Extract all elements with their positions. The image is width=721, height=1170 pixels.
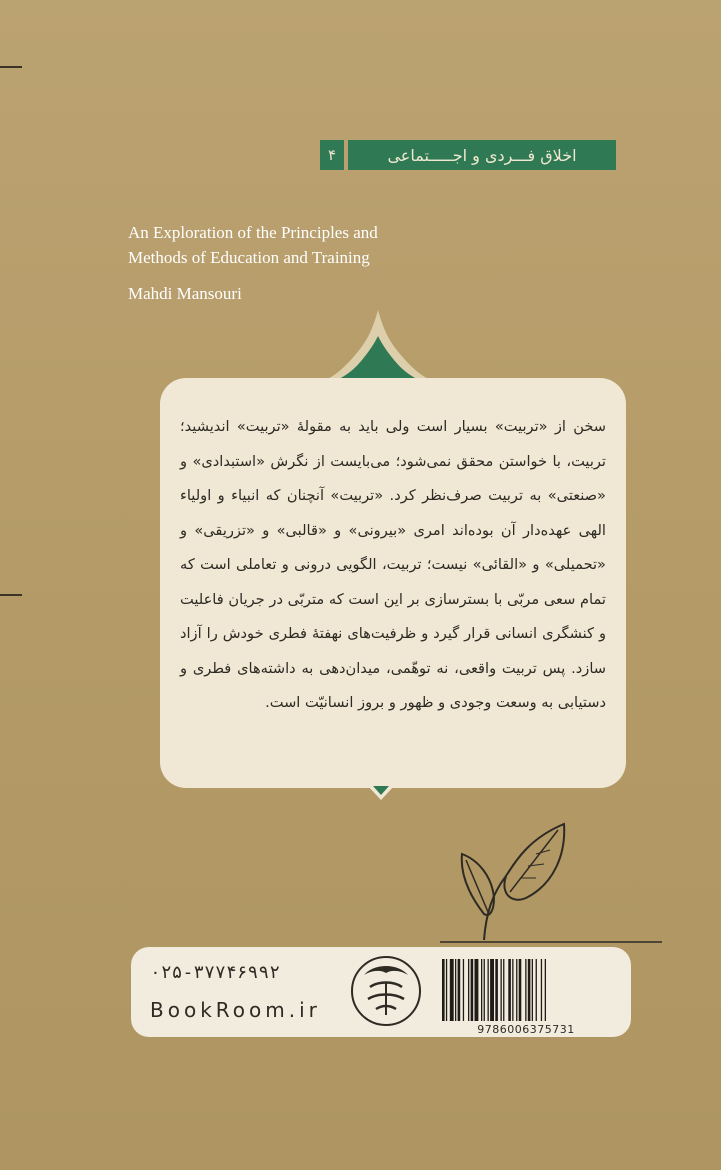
barcode-bar bbox=[488, 959, 489, 1021]
barcode-bar bbox=[532, 959, 533, 1021]
barcode-bar bbox=[471, 959, 474, 1021]
barcode-bar bbox=[455, 959, 456, 1021]
panel-ornament-icon bbox=[366, 784, 396, 804]
publisher-logo-icon bbox=[348, 953, 424, 1029]
barcode-bar bbox=[541, 959, 542, 1021]
barcode-bar bbox=[501, 959, 502, 1021]
blurb-text: سخن از «تربیت» بسیار است ولی باید به مقولهٔ «تربیت» اندیشید؛ تربیت، با خواستن محقق نمی‌شود؛ می‌بایست از نگرش «استبدادی» و «صنعتی» به تربیت صرف‌نظر کرد. «تربیت» آنچنان که انبیاء و اولیاء الهی عهده‌دار آن بوده‌اند امری «بیرونی» و «قالبی» و «تزریقی» و «تحمیلی» و «القائی» نیست؛ تربیت، الگویی درونی و تعاملی است که تمام سعی مربّی با بسترسازی بر این است که متربّی در جریان فاعلیت و کنشگری انسانی قرار گیرد و ظرفیت‌های نهفتهٔ فطری خودش را آزاد سازد. پس تربیت واقعی، نه توهّمی، میدان‌دهی به داشته‌های فطری و دستیابی به وسعت وجودی و ظهور و بروز انسانیّت است. bbox=[180, 418, 606, 711]
barcode-bar bbox=[475, 959, 479, 1021]
barcode-bar bbox=[468, 959, 469, 1021]
series-title: اخلاق فـــردی و اجـــــتماعی bbox=[348, 140, 616, 170]
barcode-bar bbox=[508, 959, 511, 1021]
phone-number: ۰۲۵-۳۷۷۴۶۹۹۲ bbox=[150, 962, 281, 983]
barcode-bar bbox=[495, 959, 498, 1021]
barcode-bar bbox=[450, 959, 454, 1021]
barcode-bar bbox=[463, 959, 464, 1021]
edge-line bbox=[0, 66, 22, 68]
leaf-sprout-icon bbox=[440, 814, 670, 950]
isbn-number: 9786006375731 bbox=[477, 1023, 575, 1036]
barcode-bar bbox=[442, 959, 445, 1021]
series-band bbox=[320, 140, 616, 170]
isbn-barcode bbox=[440, 959, 612, 1023]
english-author: Mahdi Mansouri bbox=[128, 284, 242, 303]
barcode-bar bbox=[446, 959, 447, 1021]
barcode-bar bbox=[503, 959, 504, 1021]
barcode-bar bbox=[490, 959, 494, 1021]
edge-line bbox=[0, 594, 22, 596]
barcode-bar bbox=[536, 959, 537, 1021]
barcode-bar bbox=[545, 959, 546, 1021]
english-title: An Exploration of the Principles and Methods of Education and Training bbox=[128, 223, 378, 267]
barcode-bar bbox=[484, 959, 485, 1021]
website-url: BookRoom.ir bbox=[150, 998, 321, 1022]
series-number: ۴ bbox=[320, 140, 344, 170]
barcode-bar bbox=[512, 959, 513, 1021]
barcode-bar bbox=[458, 959, 461, 1021]
barcode-bar bbox=[516, 959, 517, 1021]
barcode-bar bbox=[528, 959, 531, 1021]
barcode-bar bbox=[519, 959, 522, 1021]
barcode-bar bbox=[525, 959, 526, 1021]
barcode-bar bbox=[481, 959, 482, 1021]
